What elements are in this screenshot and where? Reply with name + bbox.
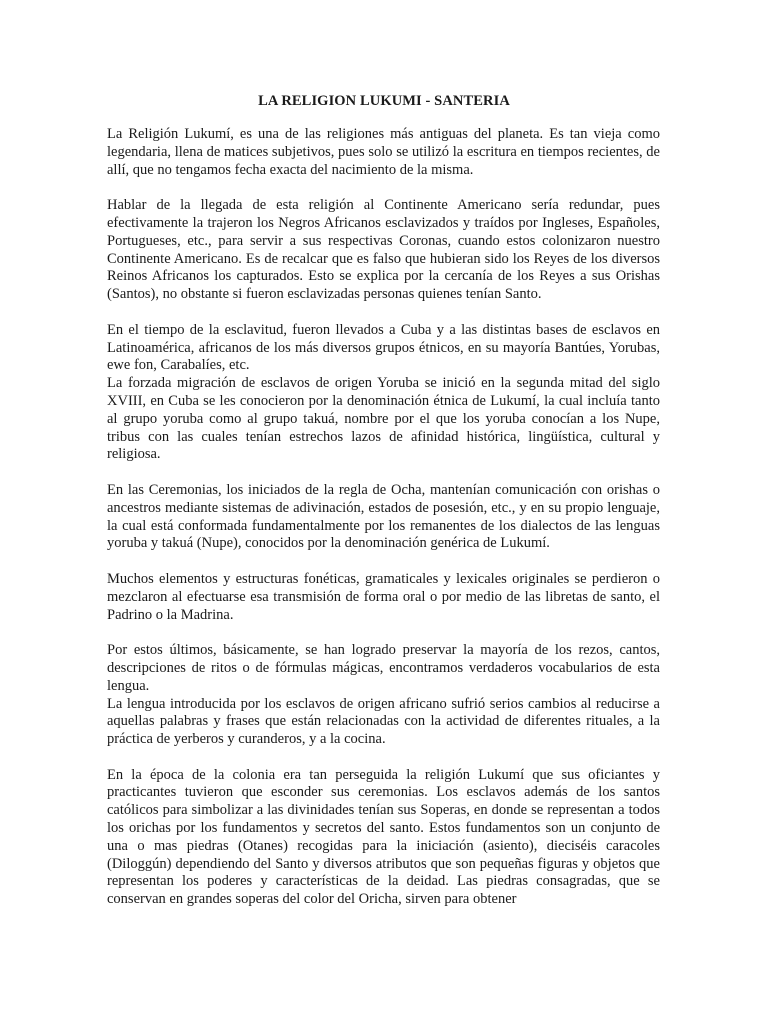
paragraph-spacer (107, 179, 660, 197)
paragraph-spacer (107, 749, 660, 767)
paragraph-spacer (107, 553, 660, 571)
paragraph-spacer (107, 624, 660, 642)
paragraph-intro: La Religión Lukumí, es una de las religiones más antiguas del planeta. Es tan vieja como legendaria, llena de matices subjetivos, pues solo se utilizó la escritura en tiempos recientes, de allí, que no tengamos fecha exacta del nacimiento de la misma. (107, 126, 660, 178)
paragraph-slavery: En el tiempo de la esclavitud, fueron llevados a Cuba y a las distintas bases de esclavos en Latinoamérica, africanos de los más diversos grupos étnicos, en su mayoría Bantúes, Yorubas, ewe fon, Carabalíes, etc. (107, 321, 660, 374)
paragraph-language-changes: La lengua introducida por los esclavos de origen africano sufrió serios cambios al reducirse a aquellas palabras y frases que están relacionadas con la actividad de diferentes rituales, a la práctica de yerberos y curanderos, y a la cocina. (107, 695, 660, 748)
paragraph-spacer (107, 304, 660, 322)
paragraph-ceremonies: En las Ceremonias, los iniciados de la regla de Ocha, mantenían comunicación con orishas o ancestros mediante sistemas de adivinación, estados de posesión, etc., y en su propio lenguaje, la cual está conformada fundamentalmente por los remanentes de los dialectos de las lenguas yoruba y takuá (Nupe), conocidos por la denominación genérica de Lukumí. (107, 481, 660, 552)
paragraph-arrival: Hablar de la llegada de esta religión al Continente Americano sería redundar, pues efectivamente la trajeron los Negros Africanos esclavizados y traídos por Ingleses, Españoles, Portugueses, etc., para servir a sus respectivas Coronas, cuando estos colonizaron nuestro Continente Americano. Es de recalcar que es falso que hubieran sido los Reyes de los diversos Reinos Africanos los capturados. Esto se explica por la cercanía de los Reyes a sus Orishas (Santos), no obstante si fueron esclavizadas personas quienes tenían Santo. (107, 197, 660, 303)
paragraph-colonial-era: En la época de la colonia era tan perseguida la religión Lukumí que sus oficiantes y practicantes tuvieron que esconder sus ceremonias. Los esclavos además de los santos católicos para simbolizar a las divinidades tenían sus Soperas, en donde se representan a todos los orichas por los fundamentos y secretos del santo. Estos fundamentos son un conjunto de una o mas piedras (Otanes) recogidas para la iniciación (asiento), dieciséis caracoles (Diloggún) dependiendo del Santo y diversos atributos que son pequeñas figuras y objetos que representan los poderes y características de la deidad. Las piedras consagradas, que se conservan en grandes soperas del color del Oricha, sirven para obtener (107, 766, 660, 908)
document-title: LA RELIGION LUKUMI - SANTERIA (258, 93, 510, 109)
paragraph-yoruba-migration: La forzada migración de esclavos de origen Yoruba se inició en la segunda mitad del siglo XVIII, en Cuba se les conocieron por la denominación étnica de Lukumí, la cual incluía tanto al grupo yoruba como al grupo takuá, nombre por el que los yoruba conocían a los Nupe, tribus con las cuales tenían estrechos lazos de afinidad histórica, lingüística, cultural y religiosa. (107, 375, 660, 463)
paragraph-spacer (107, 464, 660, 482)
document-body (107, 126, 660, 909)
paragraph-preservation: Por estos últimos, básicamente, se han logrado preservar la mayoría de los rezos, cantos, descripciones de ritos o de fórmulas mágicas, encontramos verdaderos vocabularios de esta lengua. (107, 642, 660, 694)
paragraph-phonetics: Muchos elementos y estructuras fonéticas, gramaticales y lexicales originales se perdieron o mezclaron al efectuarse esa transmisión de forma oral o por medio de las libretas de santo, el Padrino o la Madrina. (107, 570, 660, 623)
